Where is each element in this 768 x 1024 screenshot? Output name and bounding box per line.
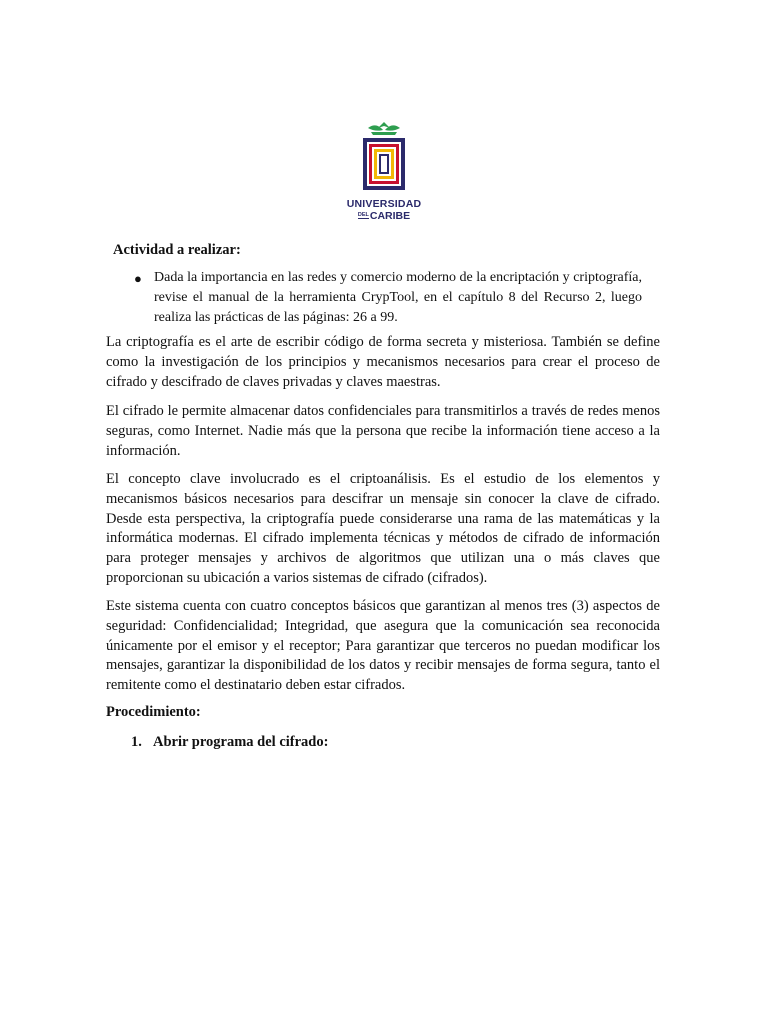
step-text: Abrir programa del cifrado: [153,734,329,750]
procedure-heading: Procedimiento: [106,704,201,720]
paragraph-cifrado: El cifrado le permite almacenar datos confidenciales para transmitirlos a través de redes menos seguras, como Internet. Nadie más que la persona que recibe la información tiene acceso a la información. [106,403,660,459]
logo-wordmark-bottom [338,210,430,222]
step-number: 1. [131,734,142,750]
logo-caribe: CARIBE [369,210,411,222]
list-item: Dada la importancia en las redes y comercio moderno de la encriptación y criptografía, revise el manual de la herramienta CrypTool, en el capítulo 8 del Recurso 2, luego realiza las prácticas de las páginas: 26 a 99. [154,270,642,325]
procedure-step [131,734,328,751]
paragraph-criptoanalisis: El concepto clave involucrado es el criptoanálisis. Es el estudio de los elementos y mecanismos básicos necesarios para descifrar un mensaje sin conocer la clave de cifrado. Desde esta perspectiva, la criptografía puede considerarse una rama de las matemáticas y la informática modernas. El cifrado implementa técnicas y métodos de cifrado de información para proteger mensajes y archivos de algoritmos que utilizan una o más claves que proporcionan su ubicación a varios sistemas de cifrado (cifrados). [106,471,660,586]
activity-heading: Actividad a realizar: [113,242,241,258]
university-logo [338,118,430,226]
paragraph-sistema: Este sistema cuenta con cuatro conceptos básicos que garantizan al menos tres (3) aspectos de seguridad: Confidencialidad; Integridad, que asegura que la comunicación sea reconocida únicamente por el emisor y el receptor; Para garantizar que terceros no puedan modificar los mensajes, garantizar la disponibilidad de los datos y recibir mensajes de forma segura, tanto el remitente como el destinatario deben estar cifrados. [106,598,660,694]
logo-wordmark-top: UNIVERSIDAD [346,198,422,210]
logo-emblem-icon [338,118,430,198]
logo-del: DEL [357,212,369,219]
bullet-icon: ● [134,271,142,286]
paragraph-criptografia: La criptografía es el arte de escribir código de forma secreta y misteriosa. También se define como la investigación de los principios y mecanismos necesarios para crear el proceso de cifrado y descifrado de claves privadas y claves maestras. [106,334,660,390]
